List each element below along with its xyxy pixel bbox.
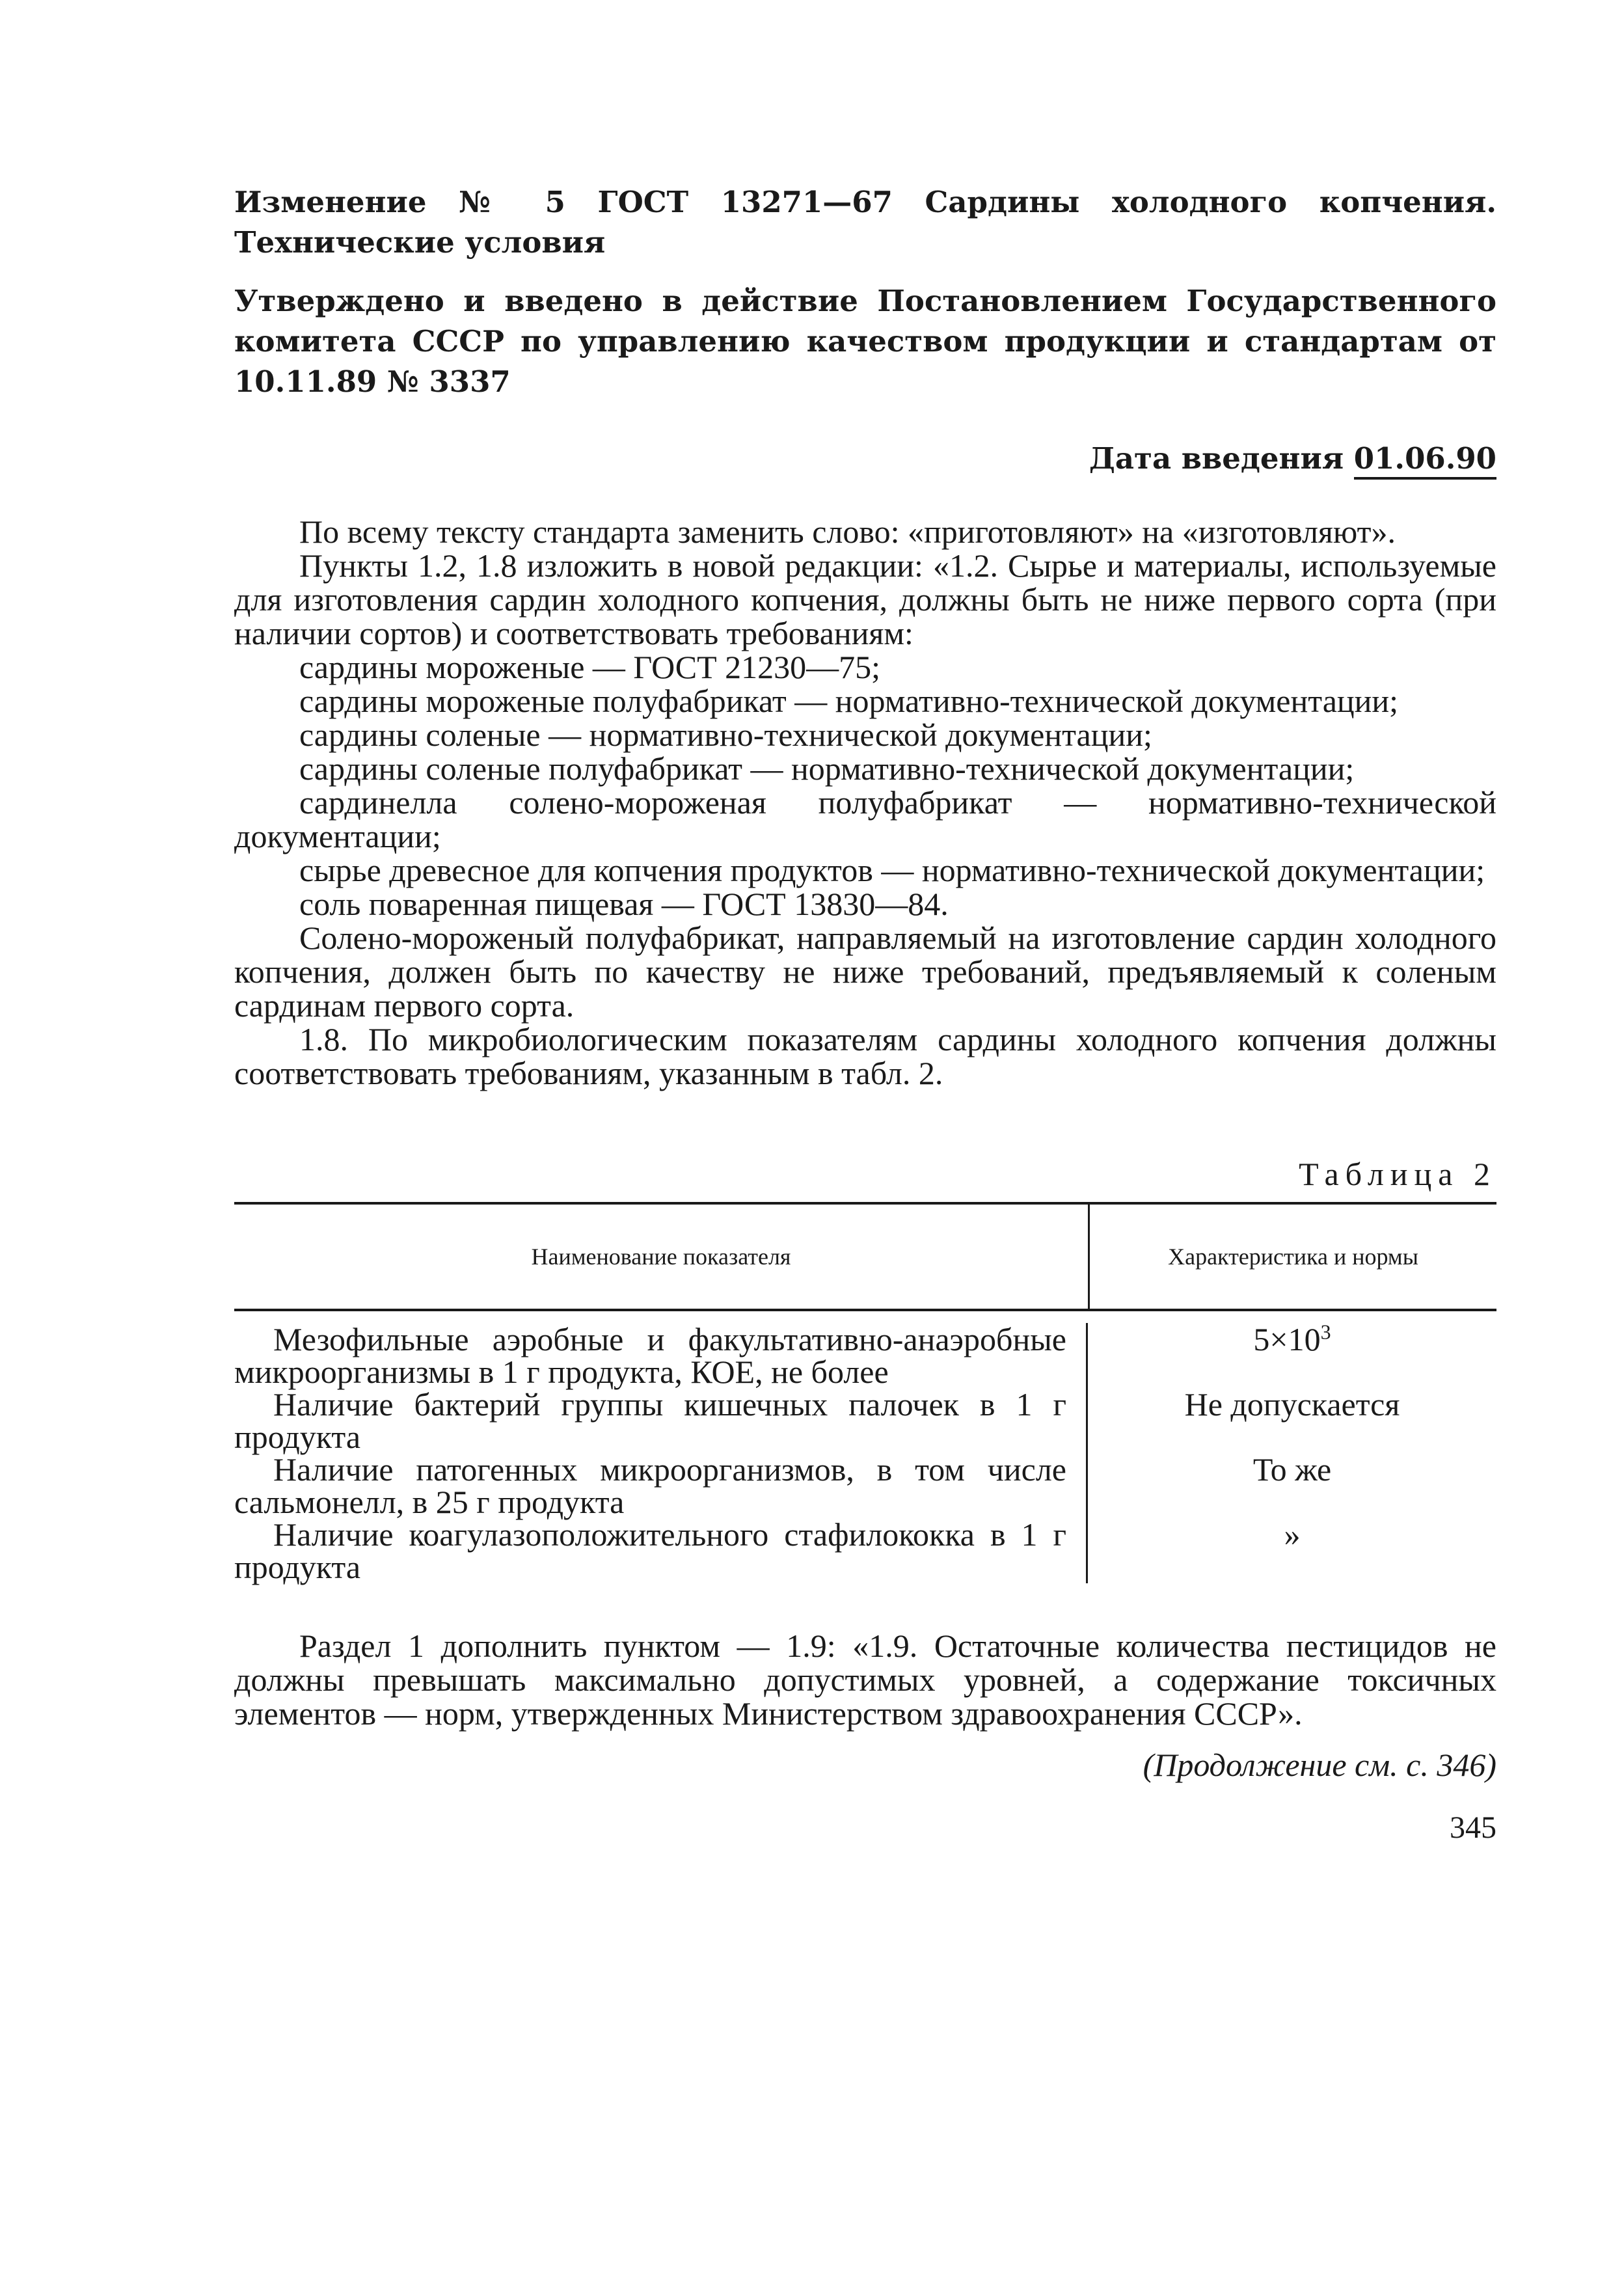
introduction-date-value: 01.06.90 xyxy=(1354,441,1496,480)
list-item: сардины соленые полуфабрикат — нормативно-технической документации; xyxy=(299,750,1355,787)
table-cell-value-exponent: 3 xyxy=(1320,1320,1331,1344)
table-cell-value-text: 5×10 xyxy=(1253,1321,1321,1357)
table-cell-value: Не допускается xyxy=(1184,1386,1400,1423)
table-cell-value xyxy=(1088,1320,1496,1388)
table-header-norms: Характеристика и нормы xyxy=(1168,1244,1418,1270)
table-row xyxy=(234,1518,1496,1583)
list-item: сардины мороженые полуфабрикат — нормативно-технической документации; xyxy=(299,683,1399,719)
table-row xyxy=(234,1388,1496,1453)
list-item: сардинелла солено-мороженая полуфабрикат — нормативно-технической документации; xyxy=(234,784,1496,854)
introduction-date-label: Дата введения xyxy=(1089,441,1344,476)
table-cell-name: Наличие патогенных микроорганизмов, в том числе сальмонелл, в 25 г продукта xyxy=(234,1453,1088,1518)
table-cell-name: Мезофильные аэробные и факультативно-анаэробные микроорганизмы в 1 г продукта, КОЕ, не более xyxy=(234,1323,1088,1388)
list-item: сардины соленые — нормативно-технической документации; xyxy=(299,716,1152,753)
introduction-date xyxy=(234,441,1496,476)
paragraph-semi-finished: Солено-мороженый полуфабрикат, направляемый на изготовление сардин холодного копчения, должен быть по качеству не ниже требований, предъявляемый к соленым сардинам первого сорта. xyxy=(234,920,1496,1024)
paragraph-microbiology: 1.8. По микробиологическим показателям сардины холодного копчения должны соответствовать требованиям, указанным в табл. 2. xyxy=(234,1021,1496,1091)
page-number: 345 xyxy=(1450,1810,1496,1845)
paragraph-new-edition: Пункты 1.2, 1.8 изложить в новой редакции: «1.2. Сырье и материалы, используемые для изготовления сардин холодного копчения, должны быть не ниже первого сорта (при наличии сортов) и соответствовать требованиям: xyxy=(234,547,1496,651)
table-cell-name: Наличие коагулазоположительного стафилококка в 1 г продукта xyxy=(234,1518,1088,1583)
continuation-note: (Продолжение см. с. 346) xyxy=(1143,1747,1496,1783)
paragraph-replace-word: По всему тексту стандарта заменить слово: «приготовляют» на «изготовляют». xyxy=(299,513,1396,550)
document-title: Изменение № 5 ГОСТ 13271—67 Сардины холодного копчения. Технические условия xyxy=(234,185,1496,260)
table-header-name: Наименование показателя xyxy=(234,1205,1090,1309)
paragraph-pesticides: Раздел 1 дополнить пунктом — 1.9: «1.9. Остаточные количества пестицидов не должны превышать максимально допустимых уровней, а содержание токсичных элементов — норм, утвержденных Министерством здравоохранения СССР». xyxy=(234,1628,1496,1732)
table-row xyxy=(234,1453,1496,1518)
table-body xyxy=(234,1320,1496,1585)
document-page xyxy=(234,182,1496,1846)
table-row xyxy=(234,1320,1496,1390)
table-cell-value: » xyxy=(1284,1516,1301,1553)
approval-statement: Утверждено и введено в действие Постановлением Государственного комитета СССР по управлению качеством продукции и стандартам от 10.11.89 № 3337 xyxy=(234,284,1496,399)
list-item: сардины мороженые — ГОСТ 21230—75; xyxy=(299,649,881,685)
table-header xyxy=(234,1205,1496,1311)
microbiology-table xyxy=(234,1202,1496,1583)
table-caption: Таблица 2 xyxy=(1299,1156,1496,1192)
list-item: сырье древесное для копчения продуктов — нормативно-технической документации; xyxy=(299,852,1485,888)
list-item: соль поваренная пищевая — ГОСТ 13830—84. xyxy=(299,886,949,922)
table-cell-value: То же xyxy=(1252,1451,1332,1488)
table-cell-name: Наличие бактерий группы кишечных палочек в 1 г продукта xyxy=(234,1388,1088,1453)
